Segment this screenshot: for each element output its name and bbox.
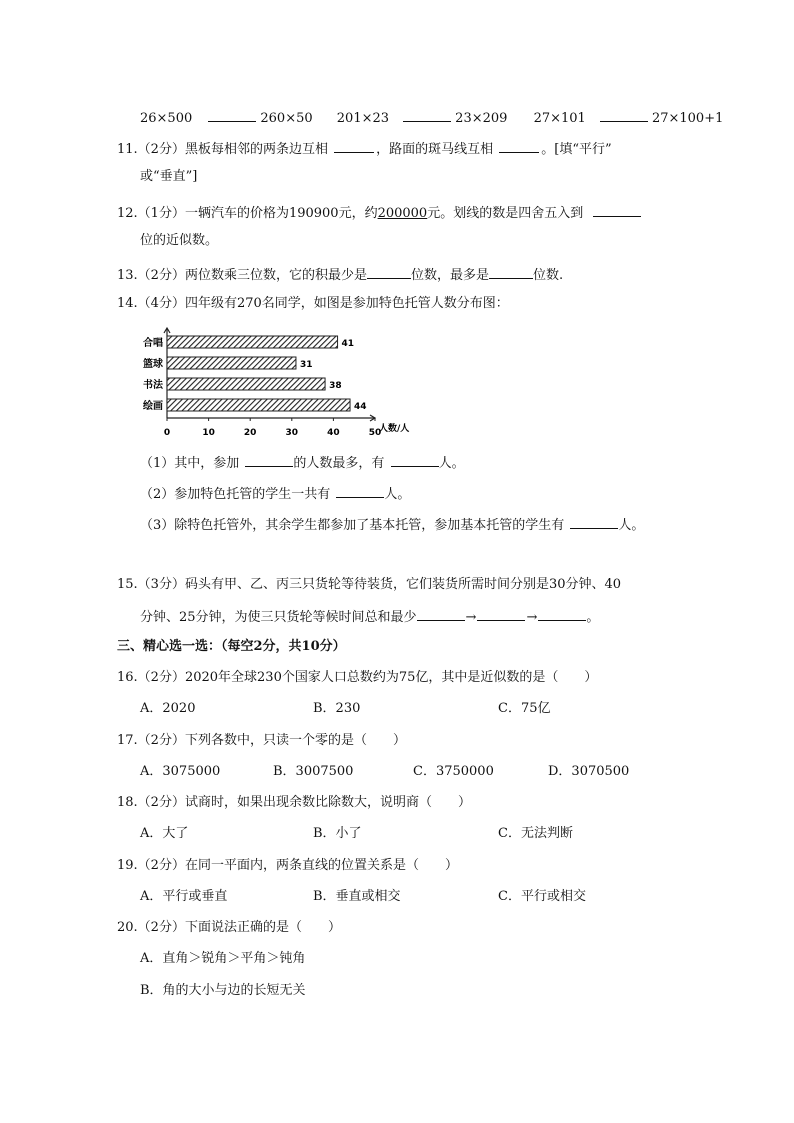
q11-text-2: ，路面的斑马线互相 [376, 142, 494, 157]
q15-blank-1[interactable] [417, 606, 465, 621]
q11-text-3: 。[填“平行” [541, 142, 612, 157]
q13-blank-1[interactable] [367, 264, 411, 279]
q19-stem: 19.（2分）在同一平面内，两条直线的位置关系是（ ） [117, 858, 458, 873]
bar [167, 357, 296, 369]
q14-sub3-text-2: 人。 [618, 518, 645, 533]
q12-blank[interactable] [593, 202, 641, 217]
bar-chart [140, 322, 420, 442]
q12-text-2: 元。划线的数是四舍五入到 [427, 206, 584, 221]
x-tick-label: 10 [202, 428, 215, 438]
q10-a-right: 260×50 [260, 111, 313, 126]
q10-b-right: 23×209 [455, 111, 508, 126]
data-label: 31 [299, 360, 313, 370]
q14-sub2-text-1: （2）参加特色托管的学生一共有 [140, 487, 331, 502]
q11-line1 [117, 138, 612, 159]
q14-sub3-blank[interactable] [570, 514, 618, 529]
q18-option-c[interactable]: C．无法判断 [498, 826, 573, 841]
q16-option-c[interactable]: C．75亿 [498, 701, 551, 716]
bar [167, 378, 325, 390]
q11-blank-1[interactable] [334, 138, 374, 153]
q19-option-a[interactable]: A．平行或垂直 [140, 889, 228, 904]
q19-option-b[interactable]: B．垂直或相交 [313, 889, 401, 904]
q14-sub1-text-2: 的人数最多，有 [293, 456, 385, 471]
q19-option-c[interactable]: C．平行或相交 [498, 889, 586, 904]
q14-sub1 [140, 452, 465, 473]
category-label: 篮球 [143, 359, 163, 370]
q10-a-blank[interactable] [208, 107, 256, 122]
category-label: 书法 [143, 380, 163, 391]
q13-line [117, 264, 563, 285]
data-label: 41 [341, 339, 355, 349]
x-tick-label: 40 [327, 428, 340, 438]
q20-option-b[interactable]: B．角的大小与边的长短无关 [140, 983, 306, 998]
q14-sub1-blank-2[interactable] [391, 452, 439, 467]
q12-line1 [117, 202, 641, 223]
q20-stem: 20.（2分）下面说法正确的是（ ） [117, 920, 341, 935]
q17-stem: 17.（2分）下列各数中，只读一个零的是（ ） [117, 733, 406, 748]
q18-stem: 18.（2分）试商时，如果出现余数比除数大，说明商（ ） [117, 795, 471, 810]
q17-option-d[interactable]: D．3070500 [548, 764, 630, 779]
right-arrow-icon: → [526, 610, 538, 625]
q16-option-b[interactable]: B．230 [313, 701, 361, 716]
q11-blank-2[interactable] [499, 138, 539, 153]
q14-sub1-text-1: （1）其中，参加 [140, 456, 240, 471]
q10-b-blank[interactable] [403, 107, 451, 122]
q15-line1: 15.（3分）码头有甲、乙、丙三只货轮等待装货，它们装货所需时间分别是30分钟、40 [117, 577, 622, 592]
q14-sub1-text-3: 人。 [438, 456, 465, 471]
bar [167, 336, 338, 348]
q14-sub1-blank-1[interactable] [245, 452, 293, 467]
section-heading: 三、精心选一选：（每空2分，共10分） [117, 639, 346, 654]
q15-line2 [140, 606, 599, 627]
q14-sub2-blank[interactable] [336, 483, 384, 498]
q16-option-a[interactable]: A．2020 [140, 701, 196, 716]
right-arrow-icon: → [465, 610, 477, 625]
x-axis-title: 人数/人 [379, 424, 410, 434]
q10-c-right: 27×100+1 [651, 111, 724, 126]
q13-text-3: 位数. [532, 268, 564, 283]
x-tick-label: 50 [368, 428, 382, 438]
q12-line2: 位的近似数。 [140, 233, 219, 248]
q10-c-blank[interactable] [600, 107, 648, 122]
category-label: 绘画 [143, 401, 163, 412]
q14-intro: 14.（4分）四年级有270名同学，如图是参加特色托管人数分布图： [117, 296, 509, 311]
q17-option-c[interactable]: C．3750000 [413, 764, 494, 779]
q13-text-2: 位数，最多是 [410, 268, 489, 283]
q15-blank-2[interactable] [477, 606, 525, 621]
q15-text: 分钟、25分钟，为使三只货轮等候时间总和最少 [140, 610, 417, 625]
x-tick-label: 30 [285, 428, 299, 438]
q10-row [140, 107, 723, 128]
q14-sub3-text-1: （3）除特色托管外，其余学生都参加了基本托管，参加基本托管的学生有 [140, 518, 565, 533]
q14-sub2-text-2: 人。 [384, 487, 411, 502]
q17-option-b[interactable]: B．3007500 [273, 764, 354, 779]
q13-blank-2[interactable] [489, 264, 533, 279]
q14-sub3 [140, 514, 644, 535]
x-tick-label: 20 [243, 428, 257, 438]
q12-underlined-number: 200000 [377, 206, 428, 221]
q17-option-a[interactable]: A．3075000 [140, 764, 221, 779]
q11-text-1: 11.（2分）黑板每相邻的两条边互相 [117, 142, 328, 157]
q14-sub2 [140, 483, 410, 504]
data-label: 44 [354, 402, 367, 412]
q16-stem: 16.（2分）2020年全球230个国家人口总数约为75亿，其中是近似数的是（ ） [117, 670, 598, 685]
q12-text-1: 12.（1分）一辆汽车的价格为190900元，约 [117, 206, 378, 221]
x-tick-label: 0 [163, 428, 171, 438]
q18-option-a[interactable]: A．大了 [140, 826, 189, 841]
bar [167, 399, 350, 411]
q10-c-left: 27×101 [533, 111, 586, 126]
q13-text-1: 13.（2分）两位数乘三位数，它的积最少是 [117, 268, 367, 283]
q11-line2: 或“垂直”] [140, 169, 198, 184]
q10-a-left: 26×500 [140, 111, 193, 126]
q15-blank-3[interactable] [538, 606, 586, 621]
q18-option-b[interactable]: B．小了 [313, 826, 362, 841]
q20-option-a[interactable]: A．直角＞锐角＞平角＞钝角 [140, 951, 306, 966]
q15-end: 。 [586, 610, 600, 625]
data-label: 38 [329, 381, 342, 391]
q10-b-left: 201×23 [336, 111, 390, 126]
category-label: 合唱 [143, 338, 163, 349]
